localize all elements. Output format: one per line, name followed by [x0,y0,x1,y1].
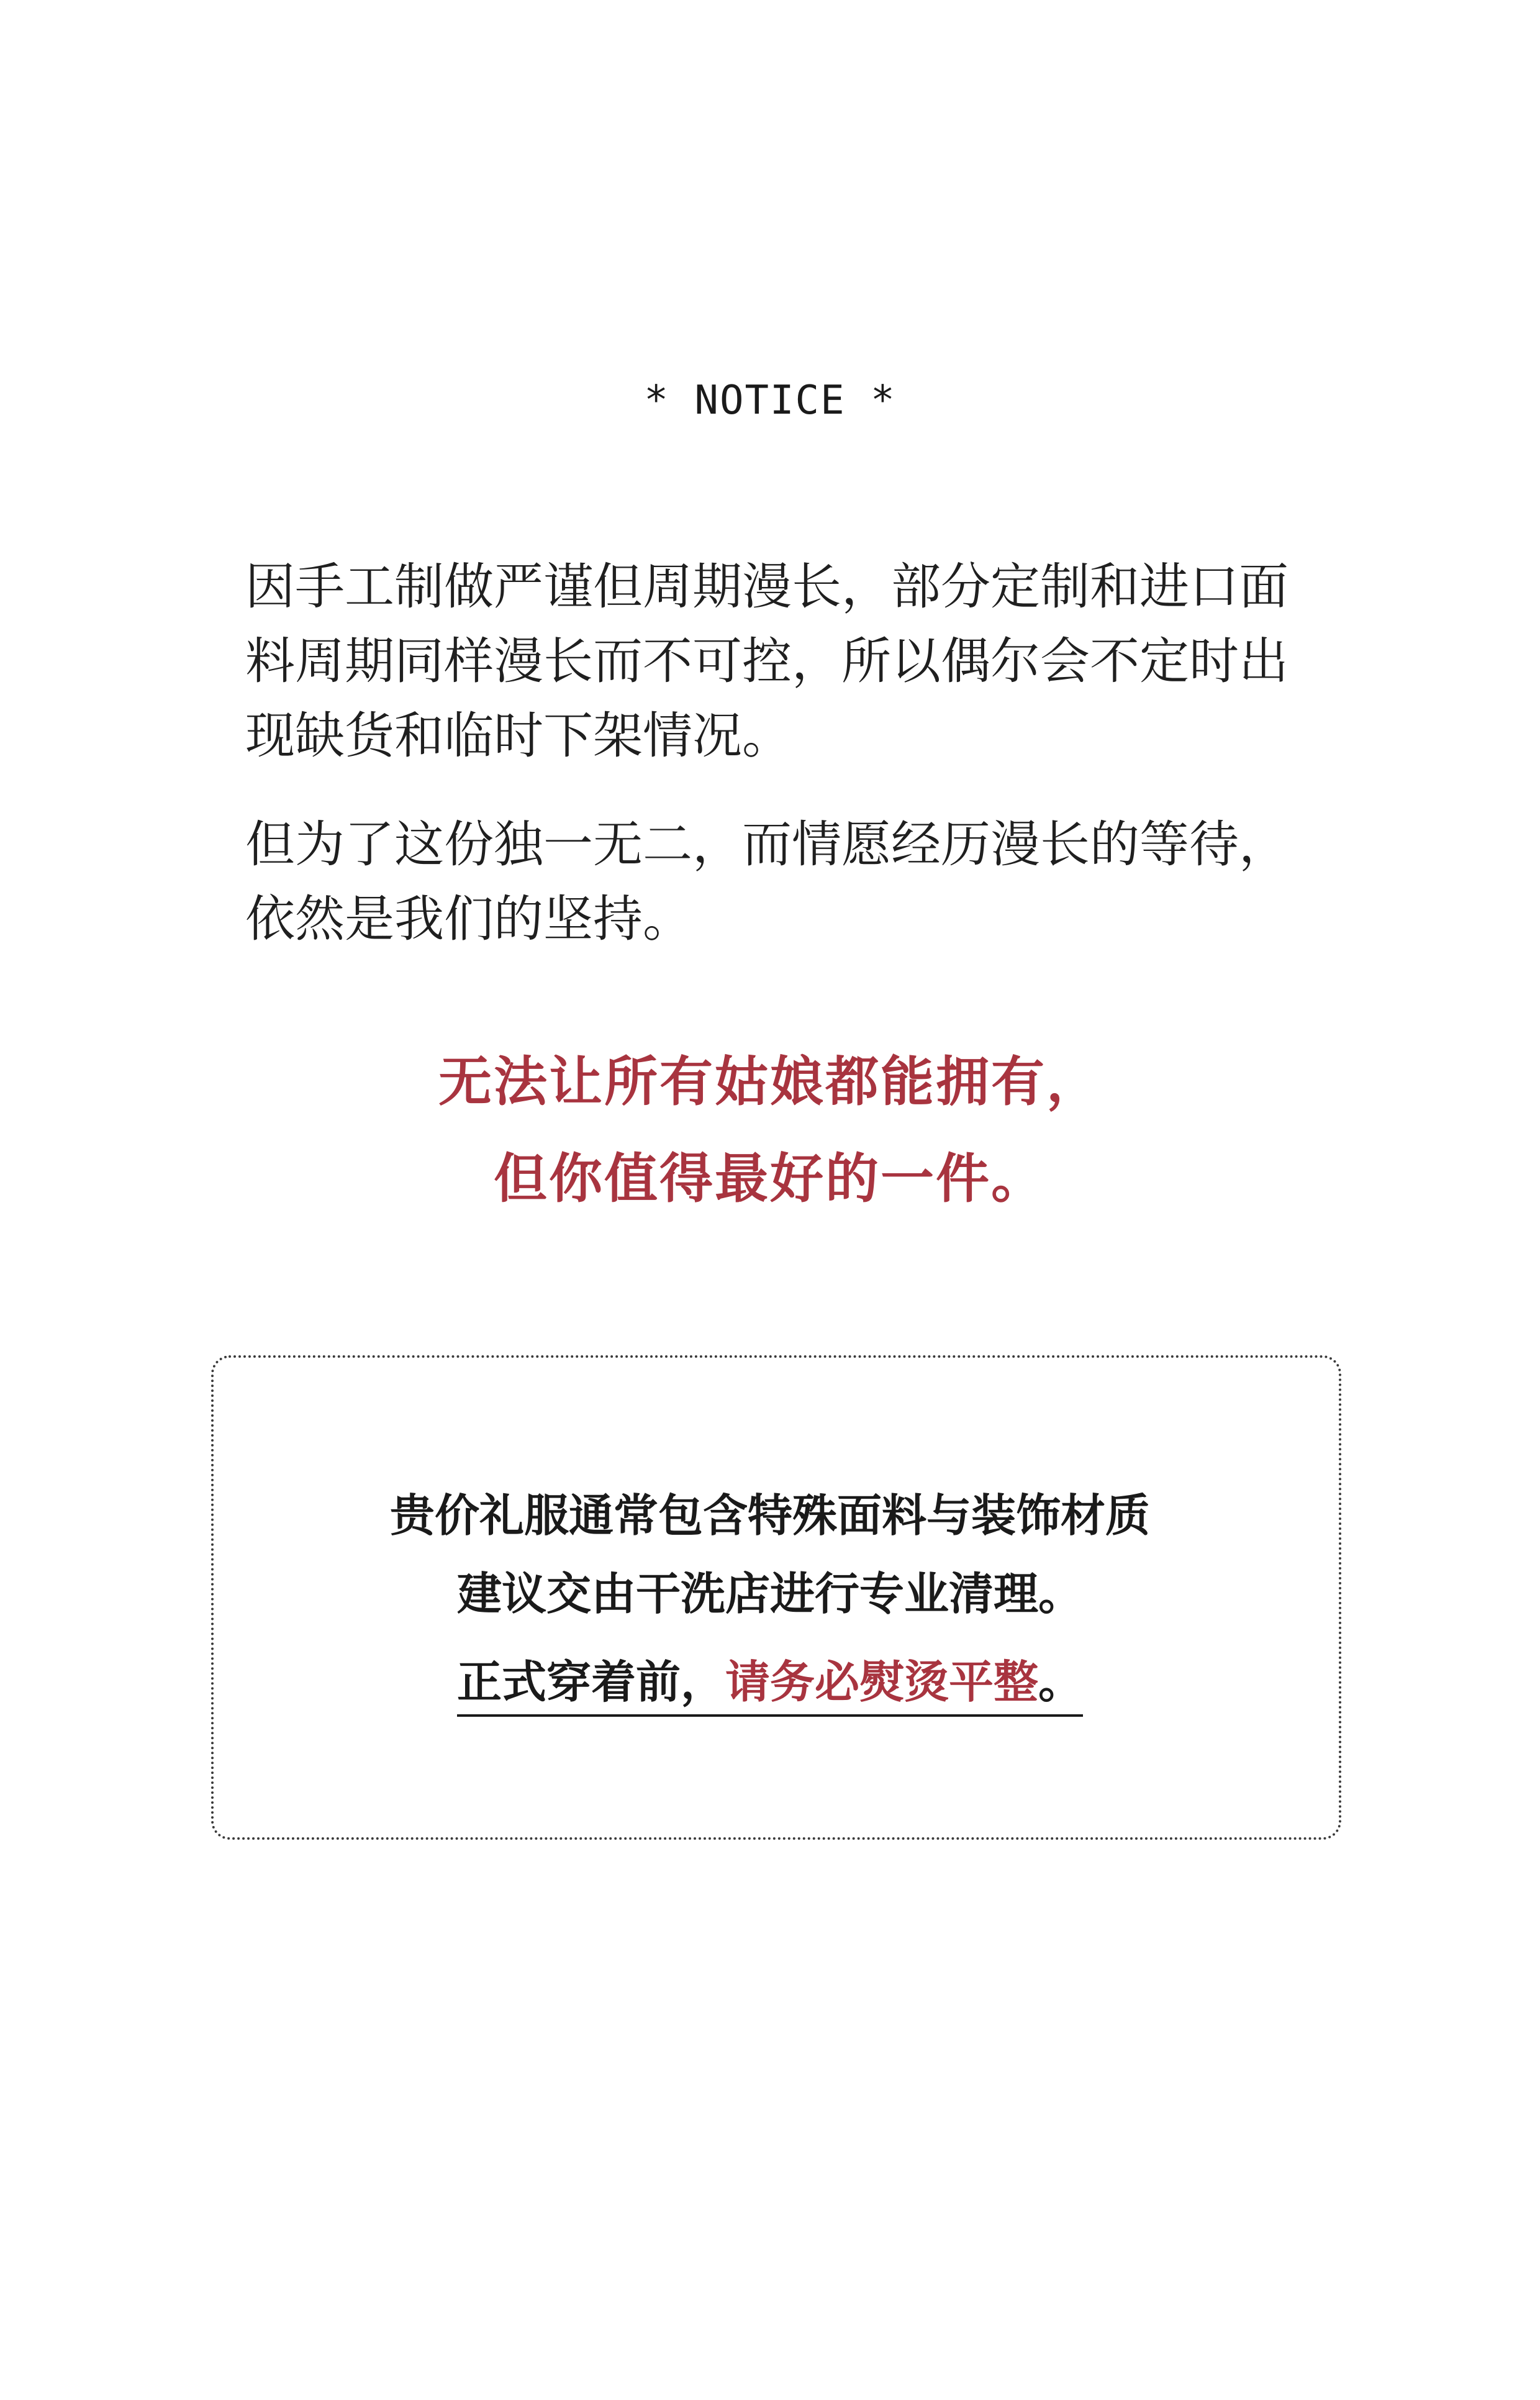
intro-paragraph-2-line-1: 但为了这份独一无二，而情愿经历漫长的等待， [245,816,1289,873]
care-line-3-prefix: 正式穿着前， [456,1655,725,1708]
care-line-3-underlined [457,1646,1083,1717]
care-line-1: 贵价礼服通常包含特殊面料与装饰材质 [389,1489,1150,1542]
highlight-line-1: 无法让所有姑娘都能拥有， [438,1050,1102,1113]
intro-paragraph-1-line-1: 因手工制做严谨但周期漫长，部分定制和进口面 [245,558,1289,616]
care-line-2: 建议交由干洗店进行专业清理。 [456,1567,1083,1620]
highlight-line-2: 但你值得最好的一件。 [494,1147,1046,1210]
intro-paragraph-1 [245,550,1313,773]
intro-paragraph-2-line-2: 依然是我们的坚持。 [245,890,692,948]
intro-paragraph-2 [245,807,1313,957]
care-line-3-emphasis: 请务必熨烫平整 [725,1655,1038,1708]
notice-title: * NOTICE * [644,378,896,424]
care-line-3-suffix: 。 [1038,1655,1084,1708]
intro-paragraph-1-line-3: 现缺货和临时下架情况。 [245,707,792,765]
intro-paragraph-1-line-2: 料周期同样漫长而不可控，所以偶尔会不定时出 [245,632,1289,690]
care-line-3 [0,1646,1540,1717]
